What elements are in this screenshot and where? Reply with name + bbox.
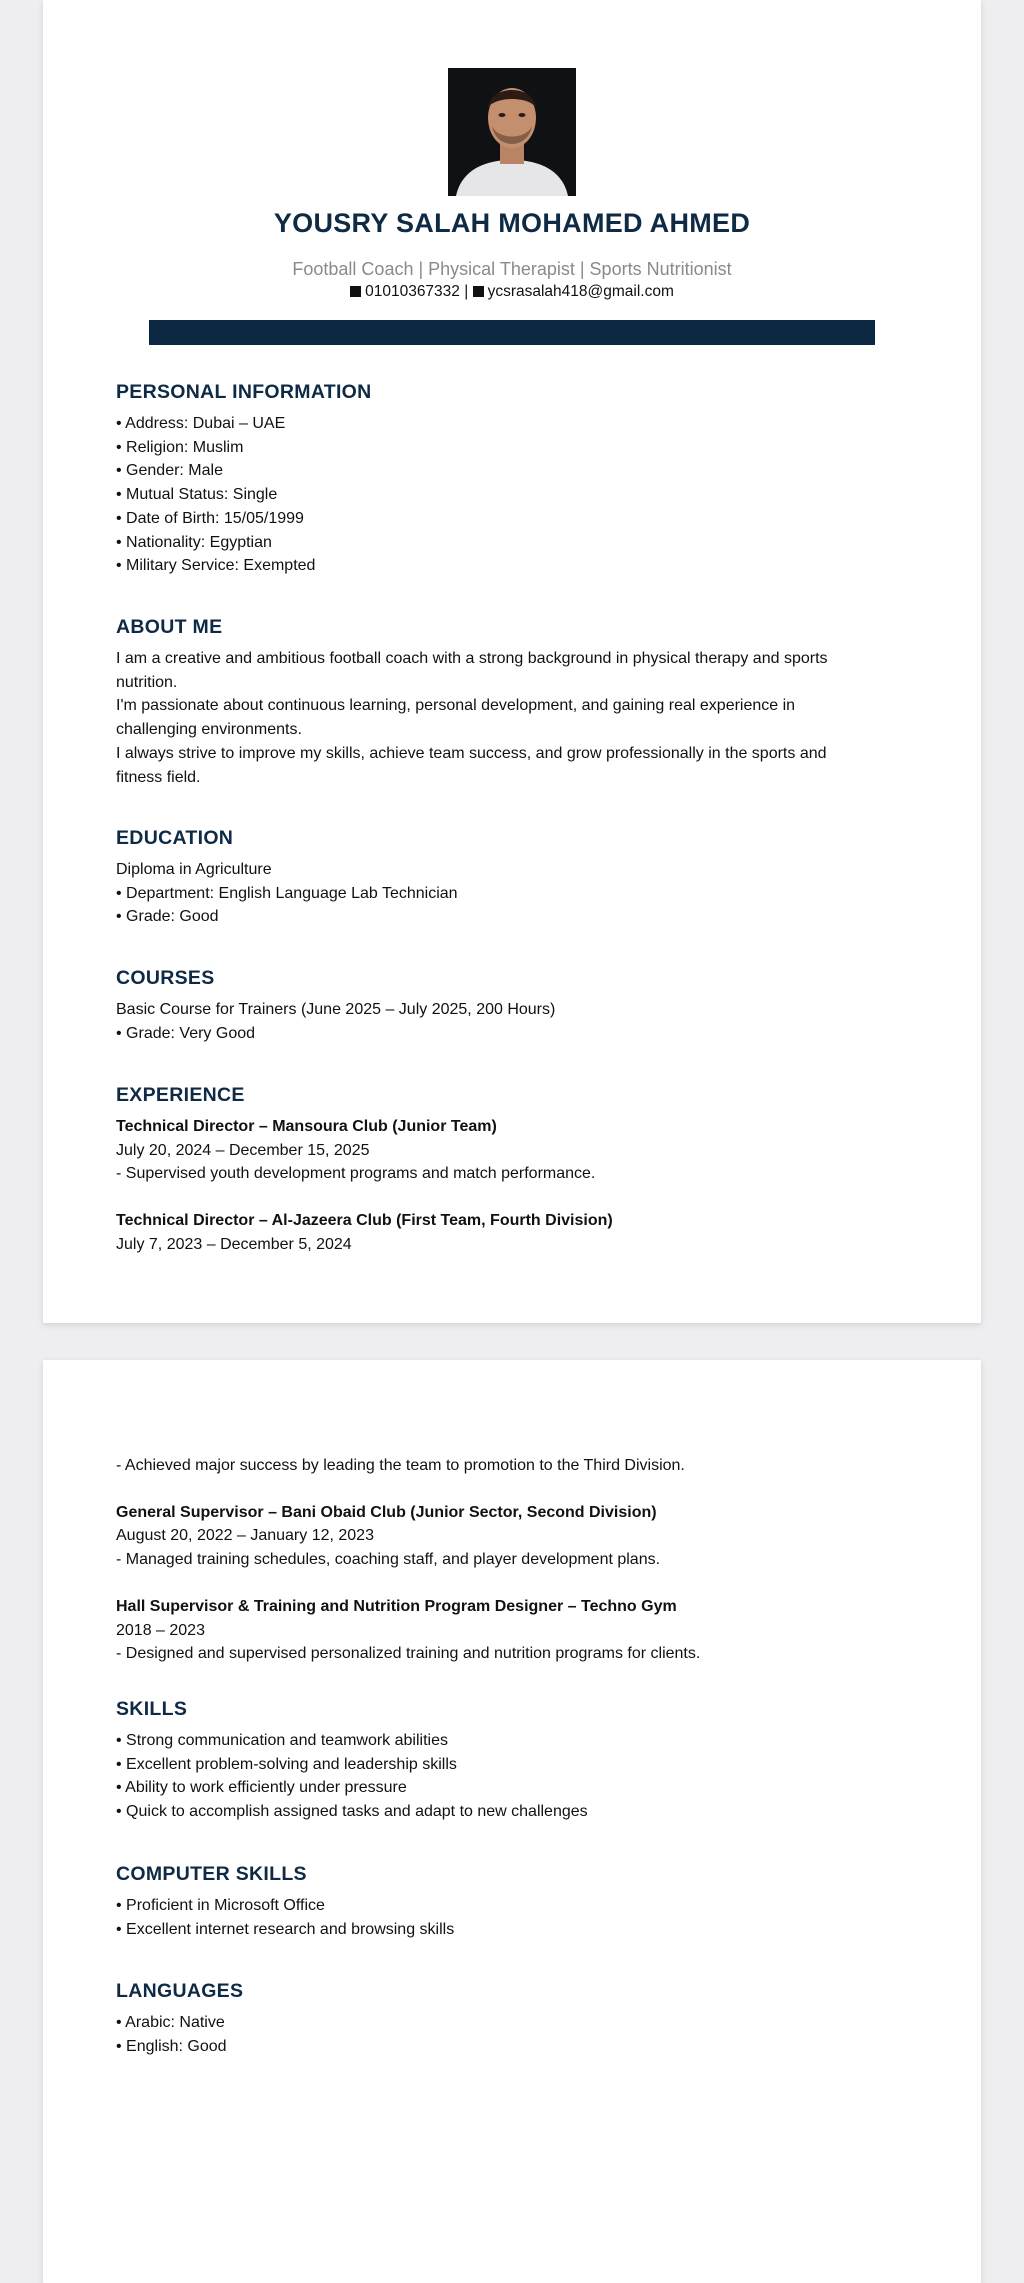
- section-title: ABOUT ME: [116, 616, 223, 638]
- list-item: • English: Good: [116, 2037, 227, 2055]
- job-role: General Supervisor – Bani Obaid Club (Junior Sector, Second Division): [116, 1503, 657, 1521]
- text-line: I'm passionate about continuous learning, personal development, and gaining real experience in: [116, 697, 796, 715]
- list-item: • Arabic: Native: [116, 2014, 225, 2031]
- contact-line: [43, 283, 981, 301]
- job-description: - Managed training schedules, coaching staff, and player development plans.: [116, 1551, 661, 1569]
- list-item: • Ability to work efficiently under pressure: [116, 1779, 407, 1797]
- section-education: [116, 826, 936, 929]
- section-personal-information: [116, 380, 936, 578]
- list-item: • Gender: Male: [116, 462, 223, 480]
- list-item: • Department: English Language Lab Technician: [116, 884, 458, 902]
- text-line: I am a creative and ambitious football coach with a strong background in physical therapy and sports: [116, 650, 828, 667]
- list-item: • Excellent internet research and browsing skills: [116, 1920, 455, 1938]
- resume-page-2: [43, 1360, 981, 2283]
- profile-photo-image: [448, 68, 576, 196]
- text-line: fitness field.: [116, 768, 201, 786]
- list-item: • Date of Birth: 15/05/1999: [116, 509, 304, 527]
- list-item: • Grade: Very Good: [116, 1024, 256, 1042]
- text-line: Basic Course for Trainers (June 2025 – July 2025, 200 Hours): [116, 1001, 556, 1018]
- header-divider-bar: [149, 320, 875, 345]
- contact-separator: |: [464, 283, 469, 300]
- section-title: EXPERIENCE: [116, 1084, 245, 1106]
- list-item: • Strong communication and teamwork abilities: [116, 1732, 448, 1749]
- section-experience: [116, 1083, 936, 1257]
- job-description: - Achieved major success by leading the team to promotion to the Third Division.: [116, 1457, 685, 1474]
- section-title: SKILLS: [116, 1698, 188, 1720]
- job-role: Hall Supervisor & Training and Nutrition Program Designer – Techno Gym: [116, 1597, 677, 1615]
- candidate-tagline: Football Coach | Physical Therapist | Sports Nutritionist: [292, 259, 732, 279]
- section-about-me: [116, 615, 936, 789]
- job-role: Technical Director – Al-Jazeera Club (First Team, Fourth Division): [116, 1212, 613, 1230]
- list-item: • Mutual Status: Single: [116, 486, 278, 504]
- phone-number[interactable]: 01010367332: [365, 283, 460, 300]
- section-title: EDUCATION: [116, 827, 234, 849]
- section-languages: [116, 1979, 936, 2058]
- job-role: Technical Director – Mansoura Club (Junior Team): [116, 1118, 497, 1135]
- email-icon: [473, 286, 484, 297]
- section-computer-skills: [116, 1862, 936, 1941]
- list-item: • Proficient in Microsoft Office: [116, 1897, 325, 1914]
- job-dates: July 7, 2023 – December 5, 2024: [116, 1235, 352, 1253]
- text-line: I always strive to improve my skills, achieve team success, and grow professionally in the sports and: [116, 744, 827, 762]
- job-dates: July 20, 2024 – December 15, 2025: [116, 1141, 370, 1159]
- text-line: challenging environments.: [116, 721, 302, 739]
- job-dates: 2018 – 2023: [116, 1621, 205, 1639]
- text-line: nutrition.: [116, 673, 178, 691]
- job-description: - Supervised youth development programs and match performance.: [116, 1165, 596, 1183]
- list-item: • Nationality: Egyptian: [116, 533, 272, 551]
- section-title: PERSONAL INFORMATION: [116, 381, 372, 403]
- list-item: • Quick to accomplish assigned tasks and adapt to new challenges: [116, 1803, 588, 1821]
- email-address[interactable]: ycsrasalah418@gmail.com: [487, 283, 674, 300]
- section-courses: [116, 966, 936, 1045]
- list-item: • Address: Dubai – UAE: [116, 415, 286, 432]
- section-skills: [116, 1697, 936, 1824]
- job-description: - Designed and supervised personalized training and nutrition programs for clients.: [116, 1645, 701, 1663]
- candidate-name: YOUSRY SALAH MOHAMED AHMED: [273, 208, 751, 238]
- section-title: LANGUAGES: [116, 1980, 244, 2002]
- section-title: COMPUTER SKILLS: [116, 1863, 307, 1885]
- list-item: • Religion: Muslim: [116, 438, 244, 456]
- list-item: • Grade: Good: [116, 908, 219, 926]
- job-dates: August 20, 2022 – January 12, 2023: [116, 1527, 374, 1545]
- phone-icon: [350, 286, 361, 297]
- text-line: Diploma in Agriculture: [116, 861, 272, 878]
- resume-page-1: [43, 0, 981, 1323]
- profile-photo: [448, 68, 576, 196]
- list-item: • Excellent problem-solving and leadership skills: [116, 1755, 457, 1773]
- section-experience-continued: [116, 1454, 936, 1666]
- list-item: • Military Service: Exempted: [116, 557, 316, 575]
- section-title: COURSES: [116, 967, 215, 989]
